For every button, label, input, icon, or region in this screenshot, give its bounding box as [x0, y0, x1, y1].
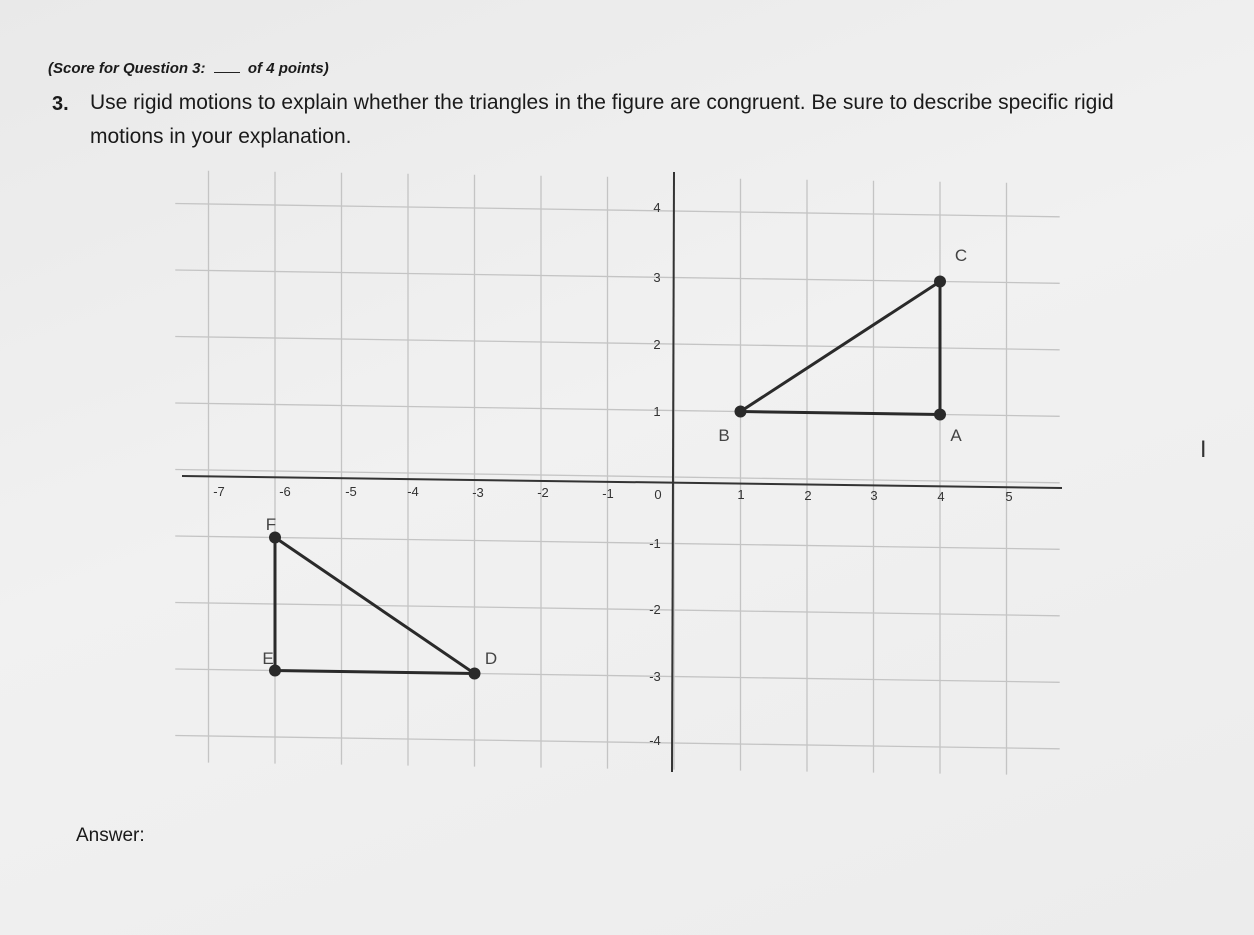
y-tick-label: -1: [649, 536, 661, 551]
score-suffix: of 4 points): [247, 60, 329, 77]
y-tick-label: -4: [649, 733, 661, 748]
point-b[interactable]: [735, 406, 747, 418]
point-d[interactable]: [469, 668, 481, 680]
grid-lines: [175, 171, 1059, 775]
x-tick-label: -4: [407, 484, 419, 499]
x-tick-label: -5: [345, 484, 357, 499]
question-number: 3.: [52, 93, 69, 115]
y-tick-labels: [649, 200, 661, 748]
text-cursor-icon: I: [1200, 438, 1207, 463]
point-c[interactable]: [934, 276, 946, 288]
x-tick-label: -7: [213, 484, 225, 499]
x-tick-label: 4: [937, 489, 945, 504]
question-text: Use rigid motions to explain whether the triangles in the figure are congruent. Be sure to describe specific rigid motions in your explanation.: [90, 91, 1114, 148]
x-tick-label: 1: [737, 487, 745, 502]
grid-line-horizontal: [175, 536, 1059, 549]
y-tick-label: 1: [653, 404, 661, 419]
y-tick-label: -2: [649, 602, 661, 617]
y-tick-label: 4: [653, 200, 661, 215]
triangle-def-outline: [275, 538, 475, 674]
x-tick-label: 2: [804, 488, 812, 503]
point-a[interactable]: [934, 409, 946, 421]
grid-line-horizontal: [175, 204, 1059, 217]
label-c: C: [954, 246, 968, 265]
x-tick-labels: [213, 484, 1012, 504]
label-a: A: [950, 426, 962, 445]
label-f: F: [265, 515, 277, 534]
grid-line-horizontal: [175, 736, 1059, 749]
grid-line-horizontal: [175, 337, 1059, 350]
x-tick-label: 0: [654, 487, 662, 502]
score-prefix: (Score for Question 3:: [48, 60, 206, 77]
answer-label: Answer:: [76, 825, 145, 846]
x-tick-label: 3: [870, 488, 878, 503]
label-b: B: [718, 426, 730, 445]
x-tick-label: -1: [602, 486, 614, 501]
y-tick-label: 2: [653, 337, 661, 352]
x-tick-label: -6: [279, 484, 291, 499]
x-tick-label: -3: [472, 485, 484, 500]
x-tick-label: -2: [537, 485, 549, 500]
grid-line-horizontal: [175, 470, 1059, 483]
grid-line-horizontal: [175, 603, 1059, 616]
label-d: D: [484, 649, 498, 668]
x-axis: [182, 476, 1062, 488]
x-tick-label: 5: [1005, 489, 1013, 504]
grid-line-horizontal: [175, 270, 1059, 283]
y-tick-label: -3: [649, 669, 661, 684]
y-tick-label: 3: [653, 270, 661, 285]
label-e: E: [262, 649, 274, 668]
